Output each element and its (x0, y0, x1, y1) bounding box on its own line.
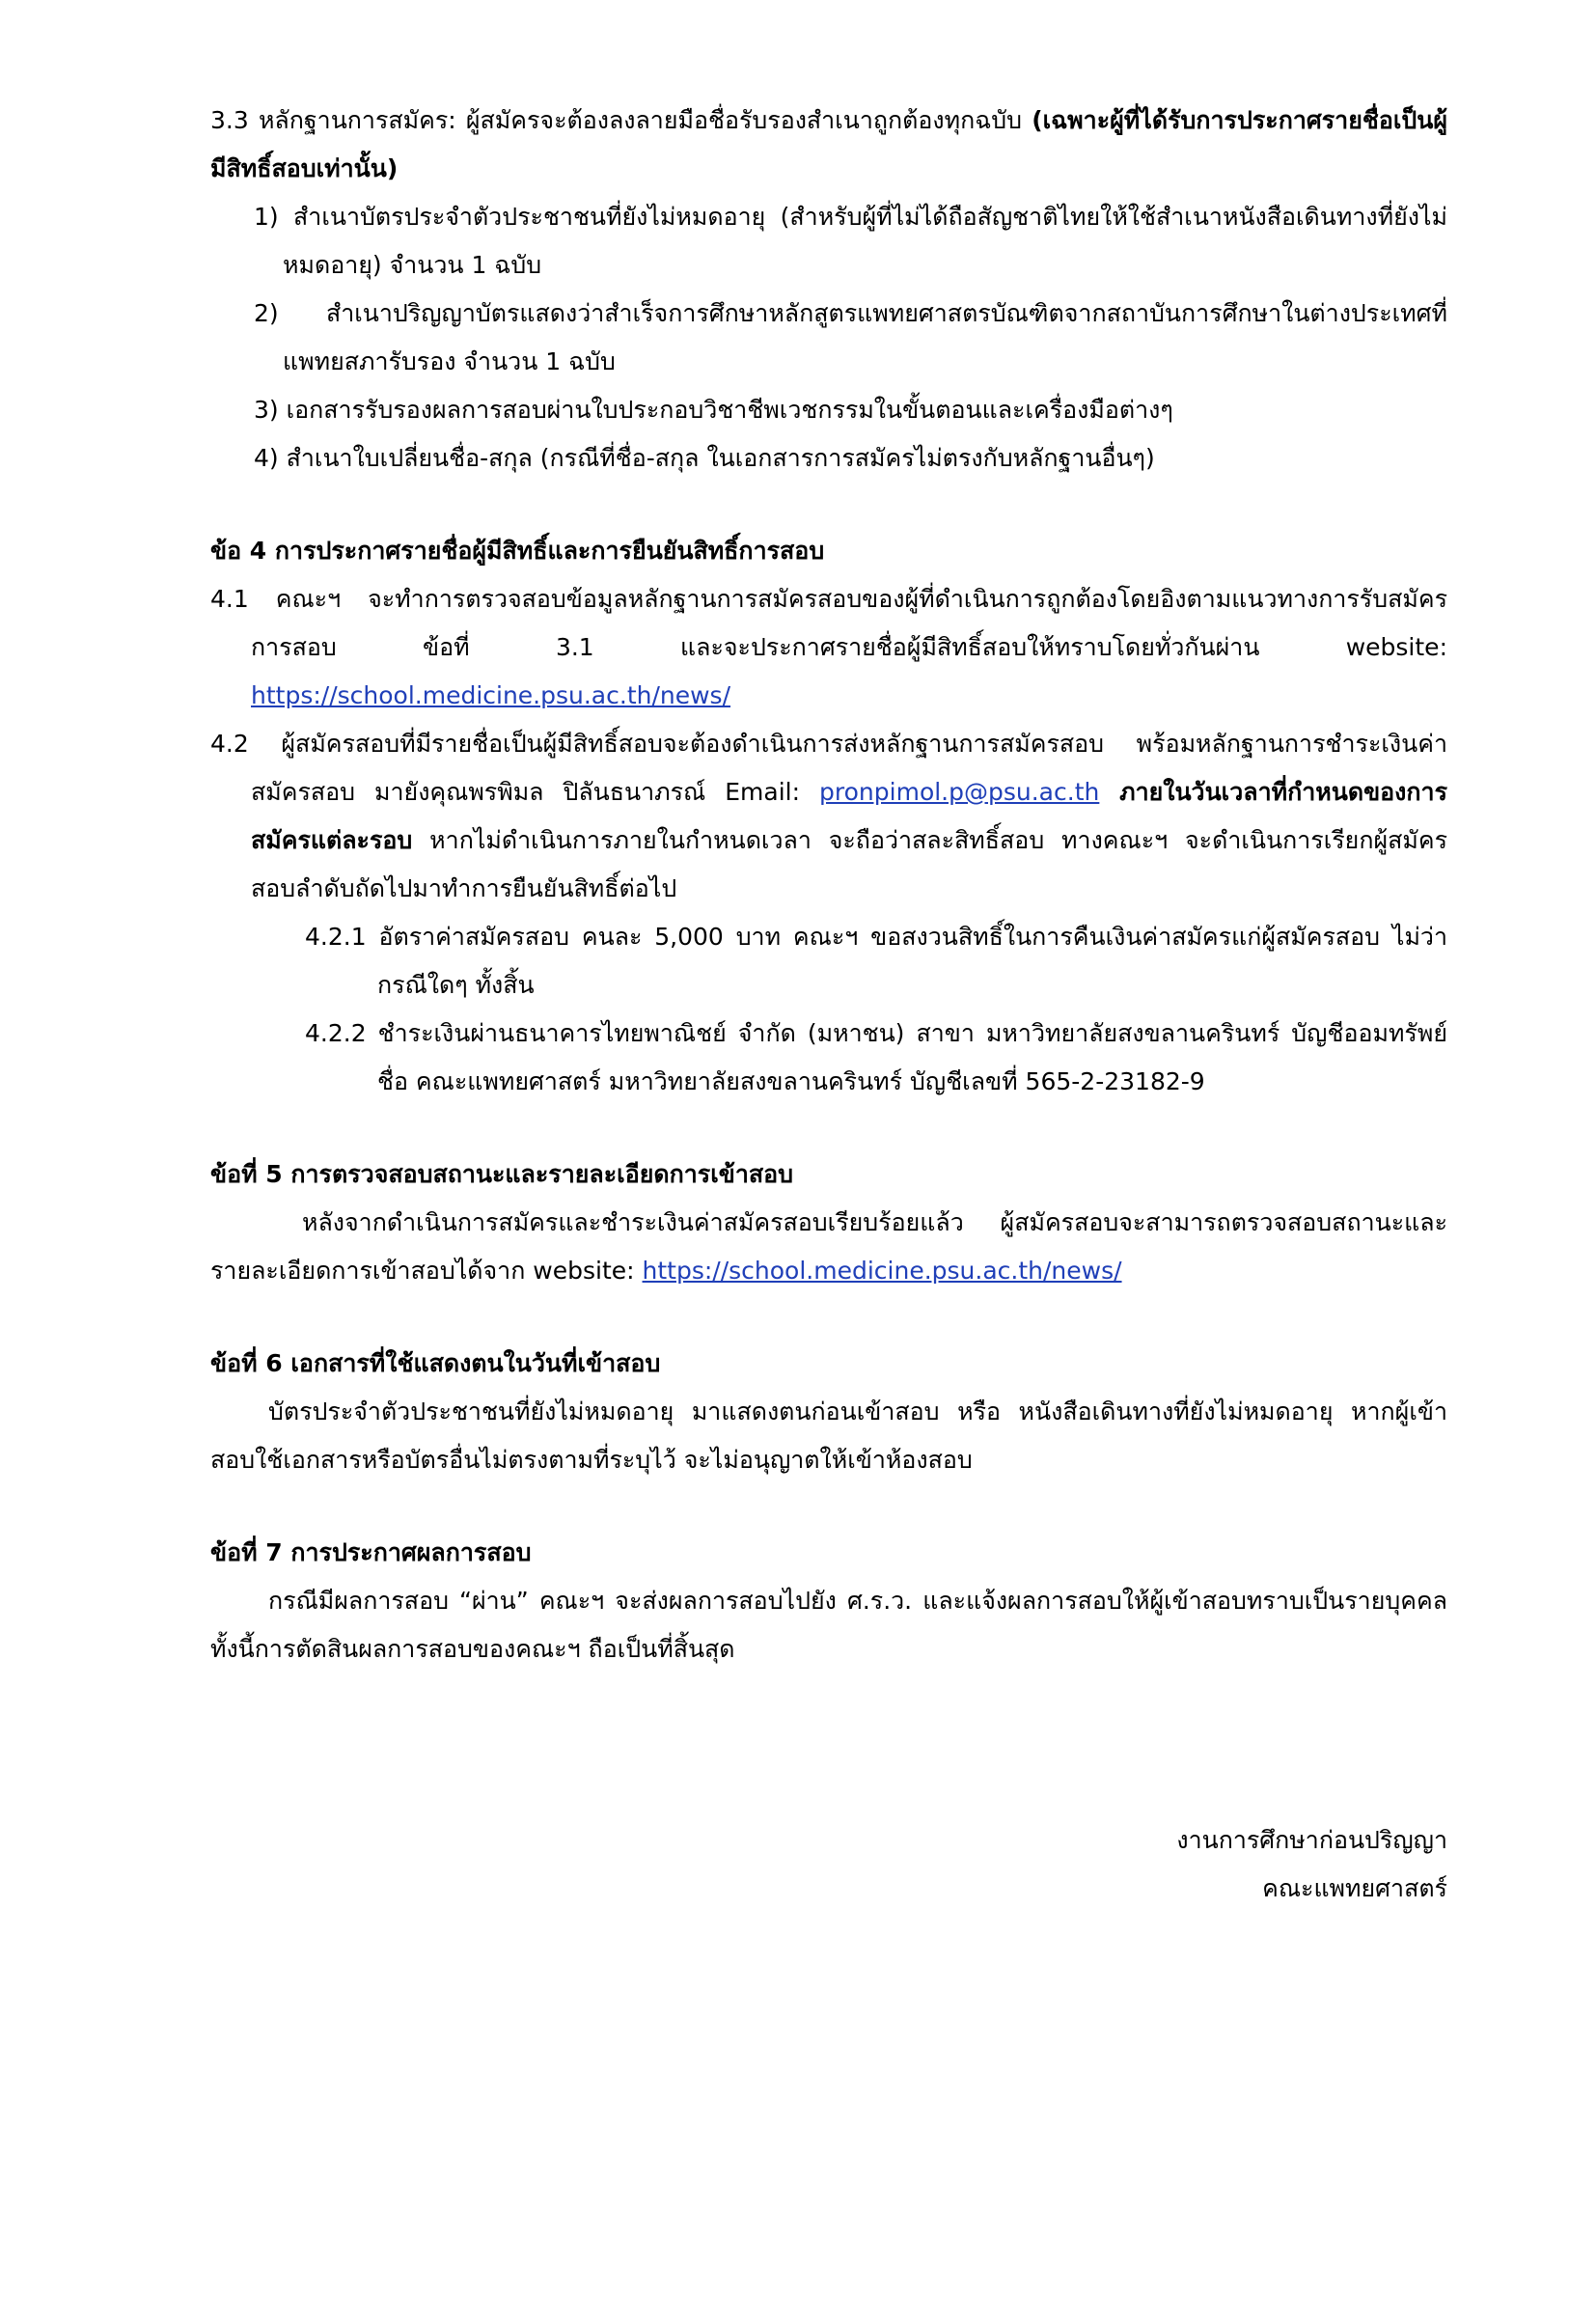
paragraph-4-2-text: 4.2 ผู้สมัครสอบที่มีรายชื่อเป็นผู้มีสิทธิ์สอบจะต้องดำเนินการส่งหลักฐานการสมัครสอบ พร้อมหลักฐานการชำระเงินค่าสมัครสอบ มายังคุณพรพิมล ปิลันธนาภรณ์ Email: (210, 730, 1447, 806)
paragraph-4-1 (210, 575, 1447, 720)
section-3-3 (210, 97, 1447, 193)
section-3-3-bold-note: (เฉพาะผู้ที่ได้รับการประกาศรายชื่อเป็นผู้มีสิทธิ์สอบเท่านั้น) (210, 106, 1447, 182)
section-7-body: กรณีมีผลการสอบ “ผ่าน” คณะฯ จะส่งผลการสอบไปยัง ศ.ร.ว. และแจ้งผลการสอบให้ผู้เข้าสอบทราบเป็นรายบุคคล ทั้งนี้การตัดสินผลการสอบของคณะฯ ถือเป็นที่สิ้นสุด (210, 1587, 1447, 1663)
paragraph-4-2-2: 4.2.2 ชำระเงินผ่านธนาคารไทยพาณิชย์ จำกัด (มหาชน) สาขา มหาวิทยาลัยสงขลานครินทร์ บัญชีออมทรัพย์ ชื่อ คณะแพทยศาสตร์ มหาวิทยาลัยสงขลานครินทร์ บัญชีเลขที่ 565-2-23182-9 (305, 1019, 1447, 1095)
paragraph-4-2-text-end: หากไม่ดำเนินการภายในกำหนดเวลา จะถือว่าสละสิทธิ์สอบ ทางคณะฯ จะดำเนินการเรียกผู้สมัครสอบลำดับถัดไปมาทำการยืนยันสิทธิ์ต่อไป (251, 826, 1447, 902)
paragraph-4-2 (210, 720, 1447, 913)
paragraph-4-1-text: 4.1 คณะฯ จะทำการตรวจสอบข้อมูลหลักฐานการสมัครสอบของผู้ที่ดำเนินการถูกต้องโดยอิงตามแนวทางการรับสมัครการสอบ ข้อที่ 3.1 และจะประกาศรายชื่อผู้มีสิทธิ์สอบให้ทราบโดยทั่วกันผ่าน website: (210, 585, 1447, 661)
list-item: 3) เอกสารรับรองผลการสอบผ่านใบประกอบวิชาชีพเวชกรรมในขั้นตอนและเครื่องมือต่างๆ (254, 396, 1173, 424)
list-item: 2) สำเนาปริญญาบัตรแสดงว่าสำเร็จการศึกษาหลักสูตรแพทยศาสตรบัณฑิตจากสถาบันการศึกษาในต่างประเทศที่แพทยสภารับรอง จำนวน 1 ฉบับ (254, 299, 1447, 375)
signature-line-1: งานการศึกษาก่อนปริญญา (1176, 1826, 1447, 1854)
list-item: 4) สำเนาใบเปลี่ยนชื่อ-สกุล (กรณีที่ชื่อ-สกุล ในเอกสารการสมัครไม่ตรงกับหลักฐานอื่นๆ) (254, 444, 1155, 472)
document-page (210, 97, 1447, 1913)
signature-block (210, 1816, 1447, 1913)
section-5-text: หลังจากดำเนินการสมัครและชำระเงินค่าสมัครสอบเรียบร้อยแล้ว ผู้สมัครสอบจะสามารถตรวจสอบสถานะและรายละเอียดการเข้าสอบได้จาก website: (210, 1208, 1447, 1285)
section-6-heading: ข้อที่ 6 เอกสารที่ใช้แสดงตนในวันที่เข้าสอบ (210, 1349, 661, 1377)
section-3-3-text: 3.3 หลักฐานการสมัคร: ผู้สมัครจะต้องลงลายมือชื่อรับรองสำเนาถูกต้องทุกฉบับ (210, 106, 1032, 134)
section-5-heading: ข้อที่ 5 การตรวจสอบสถานะและรายละเอียดการเข้าสอบ (210, 1160, 794, 1188)
signature-line-2: คณะแพทยศาสตร์ (1262, 1874, 1447, 1902)
news-link[interactable]: https://school.medicine.psu.ac.th/news/ (251, 681, 731, 709)
list-item: 1) สำเนาบัตรประจำตัวประชาชนที่ยังไม่หมดอายุ (สำหรับผู้ที่ไม่ได้ถือสัญชาติไทยให้ใช้สำเนาหนังสือเดินทางที่ยังไม่หมดอายุ) จำนวน 1 ฉบับ (254, 203, 1447, 279)
paragraph-4-2-1: 4.2.1 อัตราค่าสมัครสอบ คนละ 5,000 บาท คณะฯ ขอสงวนสิทธิ์ในการคืนเงินค่าสมัครแก่ผู้สมัครสอบ ไม่ว่ากรณีใดๆ ทั้งสิ้น (305, 923, 1447, 999)
news-link[interactable]: https://school.medicine.psu.ac.th/news/ (642, 1257, 1122, 1285)
email-link[interactable]: pronpimol.p@psu.ac.th (819, 778, 1100, 806)
section-7-heading: ข้อที่ 7 การประกาศผลการสอบ (210, 1538, 532, 1566)
section-5-body (210, 1199, 1447, 1295)
paragraph-4-2-deadline: ภายในวันเวลาที่กำหนดของการสมัครแต่ละรอบ (251, 778, 1447, 854)
section-6-body: บัตรประจำตัวประชาชนที่ยังไม่หมดอายุ มาแสดงตนก่อนเข้าสอบ หรือ หนังสือเดินทางที่ยังไม่หมดอายุ หากผู้เข้าสอบใช้เอกสารหรือบัตรอื่นไม่ตรงตามที่ระบุไว้ จะไม่อนุญาตให้เข้าห้องสอบ (210, 1397, 1447, 1474)
section-4-heading: ข้อ 4 การประกาศรายชื่อผู้มีสิทธิ์และการยืนยันสิทธิ์การสอบ (210, 537, 825, 565)
